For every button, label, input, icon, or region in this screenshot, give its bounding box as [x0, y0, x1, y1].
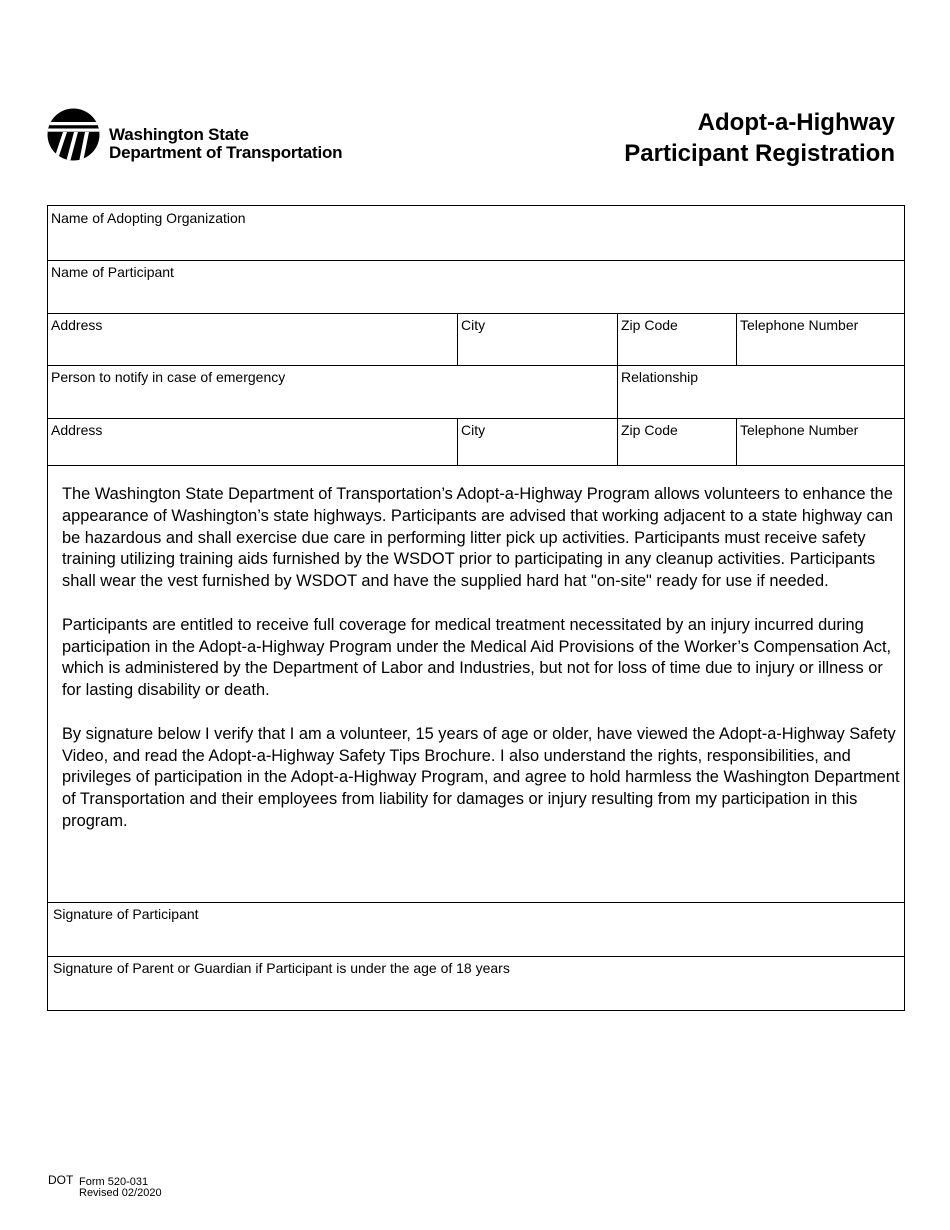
- emergency-zip-code-label: Zip Code: [621, 422, 678, 438]
- wsdot-logo: [47, 108, 377, 164]
- zip-code-field[interactable]: [617, 313, 736, 365]
- emergency-city-label: City: [461, 422, 486, 438]
- address-label: Address: [51, 317, 103, 333]
- agency-name: [109, 126, 342, 162]
- relationship-field[interactable]: [617, 365, 904, 418]
- emergency-address-field[interactable]: [48, 418, 457, 465]
- revision-date: Revised 02/2020: [79, 1187, 162, 1199]
- address-field[interactable]: [48, 313, 457, 365]
- terms-paragraph-1: The Washington State Department of Transportation’s Adopt-a-Highway Program allows volunteers to enhance the appearance of Washington’s state highways. Participants are advised that working adjacent to a state highway can be hazardous and shall exercise due care in performing litter pick up activities. Participants must receive safety training utilizing training aids furnished by the WSDOT prior to participating in any cleanup activities. Participants shall wear the vest furnished by WSDOT and have the supplied hard hat "on-site" ready for use if needed.: [62, 485, 893, 591]
- relationship-label: Relationship: [621, 369, 699, 385]
- program-terms: [62, 484, 900, 855]
- terms-paragraph-2: Participants are entitled to receive full coverage for medical treatment necessitated by an injury incurred during participation in the Adopt-a-Highway Program under the Medical Aid Provisions of the Worker’s Compensation Act, which is administered by the Department of Labor and Industries, but not for loss of time due to injury or illness or for lasting disability or death.: [62, 615, 892, 700]
- form-number: Form 520-031: [79, 1176, 149, 1188]
- guardian-signature-label: Signature of Parent or Guardian if Participant is under the age of 18 years: [53, 960, 510, 976]
- city-field[interactable]: [457, 313, 617, 365]
- emergency-telephone-label: Telephone Number: [740, 422, 859, 438]
- registration-form: [47, 205, 905, 1011]
- wsdot-logo-icon: [47, 108, 100, 161]
- guardian-signature-field[interactable]: [48, 956, 904, 1010]
- footer-dot: DOT: [48, 1173, 74, 1187]
- telephone-field[interactable]: [736, 313, 904, 365]
- emergency-telephone-field[interactable]: [736, 418, 904, 465]
- agency-line-1: Washington State: [109, 125, 249, 144]
- emergency-contact-field[interactable]: [48, 365, 617, 418]
- emergency-zip-code-field[interactable]: [617, 418, 736, 465]
- emergency-contact-label: Person to notify in case of emergency: [51, 369, 286, 385]
- org-name-label: Name of Adopting Organization: [51, 210, 246, 226]
- form-title-line-2: Participant Registration: [624, 140, 895, 167]
- org-name-field[interactable]: [48, 206, 904, 260]
- emergency-address-label: Address: [51, 422, 103, 438]
- participant-name-field[interactable]: [48, 260, 904, 313]
- participant-signature-label: Signature of Participant: [53, 906, 199, 922]
- divider: [48, 465, 904, 466]
- form-title-line-1: Adopt-a-Highway: [697, 109, 895, 136]
- participant-name-label: Name of Participant: [51, 264, 174, 280]
- zip-code-label: Zip Code: [621, 317, 678, 333]
- agency-line-2: Department of Transportation: [109, 143, 343, 162]
- form-title: [624, 107, 895, 169]
- terms-paragraph-3: By signature below I verify that I am a volunteer, 15 years of age or older, have viewed the Adopt-a-Highway Safety Video, and read the Adopt-a-Highway Safety Tips Brochure. I also understand the rights, responsibilities, and privileges of participation in the Adopt-a-Highway Program, and agree to hold harmless the Washington Department of Transportation and their employees from liability for damages or injury resulting from my participation in this program.: [62, 724, 900, 830]
- telephone-label: Telephone Number: [740, 317, 859, 333]
- city-label: City: [461, 317, 486, 333]
- participant-signature-field[interactable]: [48, 902, 904, 956]
- emergency-city-field[interactable]: [457, 418, 617, 465]
